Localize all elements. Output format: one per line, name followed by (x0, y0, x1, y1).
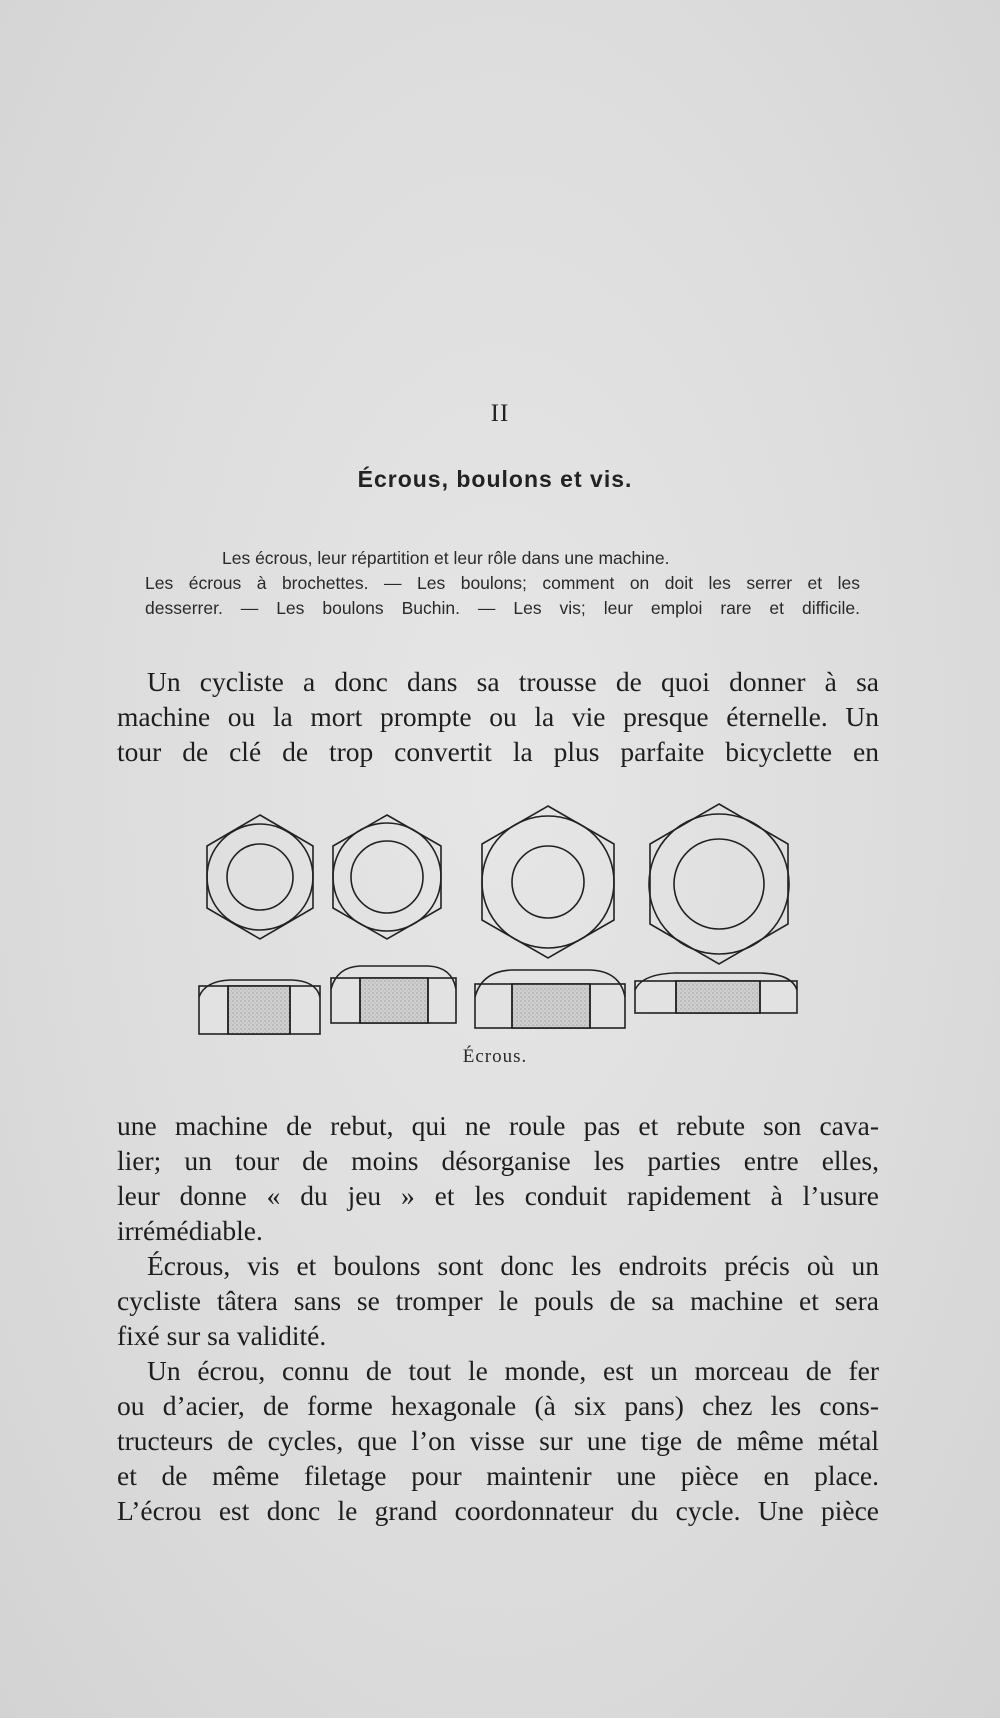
summary-line: desserrer. — Les boulons Buchin. — Les vis; leur emploi rare et difficile. (145, 598, 860, 618)
text-line: et de même filetage pour maintenir une pièce en place. (117, 1460, 879, 1491)
text-line: lier; un tour de moins désorganise les parties entre elles, (117, 1145, 879, 1176)
text-line: leur donne « du jeu » et les conduit rapidement à l’usure (117, 1180, 879, 1211)
text-line: ou d’acier, de forme hexagonale (à six pans) chez les cons- (117, 1390, 879, 1421)
chapter-title: Écrous, boulons et vis. (357, 466, 633, 492)
nuts-illustration (0, 800, 1000, 1050)
text-line: L’écrou est donc le grand coordonnateur du cycle. Une pièce (117, 1495, 879, 1526)
nut-top-view-2 (333, 815, 441, 939)
text-line: tour de clé de trop convertit la plus parfaite bicyclette en (117, 736, 879, 767)
nut-side-view-1 (199, 980, 320, 1034)
chapter-number: II (490, 400, 510, 427)
text-line: machine ou la mort prompte ou la vie presque éternelle. Un (117, 701, 879, 732)
nut-top-view-1 (207, 815, 313, 939)
paragraph-body (117, 1108, 879, 1528)
nut-top-view-4 (649, 804, 789, 964)
paragraph-intro (117, 664, 879, 769)
figure-caption: Écrous. (462, 1046, 528, 1067)
nut-top-view-3 (482, 806, 614, 958)
text-line: Un écrou, connu de tout le monde, est un morceau de fer (147, 1355, 879, 1386)
nuts-figure (0, 800, 1000, 1050)
text-line: irrémédiable. (117, 1215, 263, 1246)
nut-side-view-4 (635, 973, 797, 1013)
nut-side-view-3 (475, 970, 625, 1028)
text-line: Écrous, vis et boulons sont donc les endroits précis où un (147, 1250, 879, 1281)
text-line: une machine de rebut, qui ne roule pas et rebute son cava- (117, 1110, 879, 1141)
text-line: Un cycliste a donc dans sa trousse de quoi donner à sa (147, 666, 879, 697)
summary-line: Les écrous, leur répartition et leur rôle dans une machine. (222, 548, 670, 568)
text-line: cycliste tâtera sans se tromper le pouls de sa machine et sera (117, 1285, 879, 1316)
text-line: fixé sur sa validité. (117, 1320, 327, 1351)
nut-side-view-2 (331, 966, 456, 1023)
text-line: tructeurs de cycles, que l’on visse sur une tige de même métal (117, 1425, 879, 1456)
chapter-summary (145, 546, 860, 621)
summary-line: Les écrous à brochettes. — Les boulons; comment on doit les serrer et les (145, 573, 860, 593)
